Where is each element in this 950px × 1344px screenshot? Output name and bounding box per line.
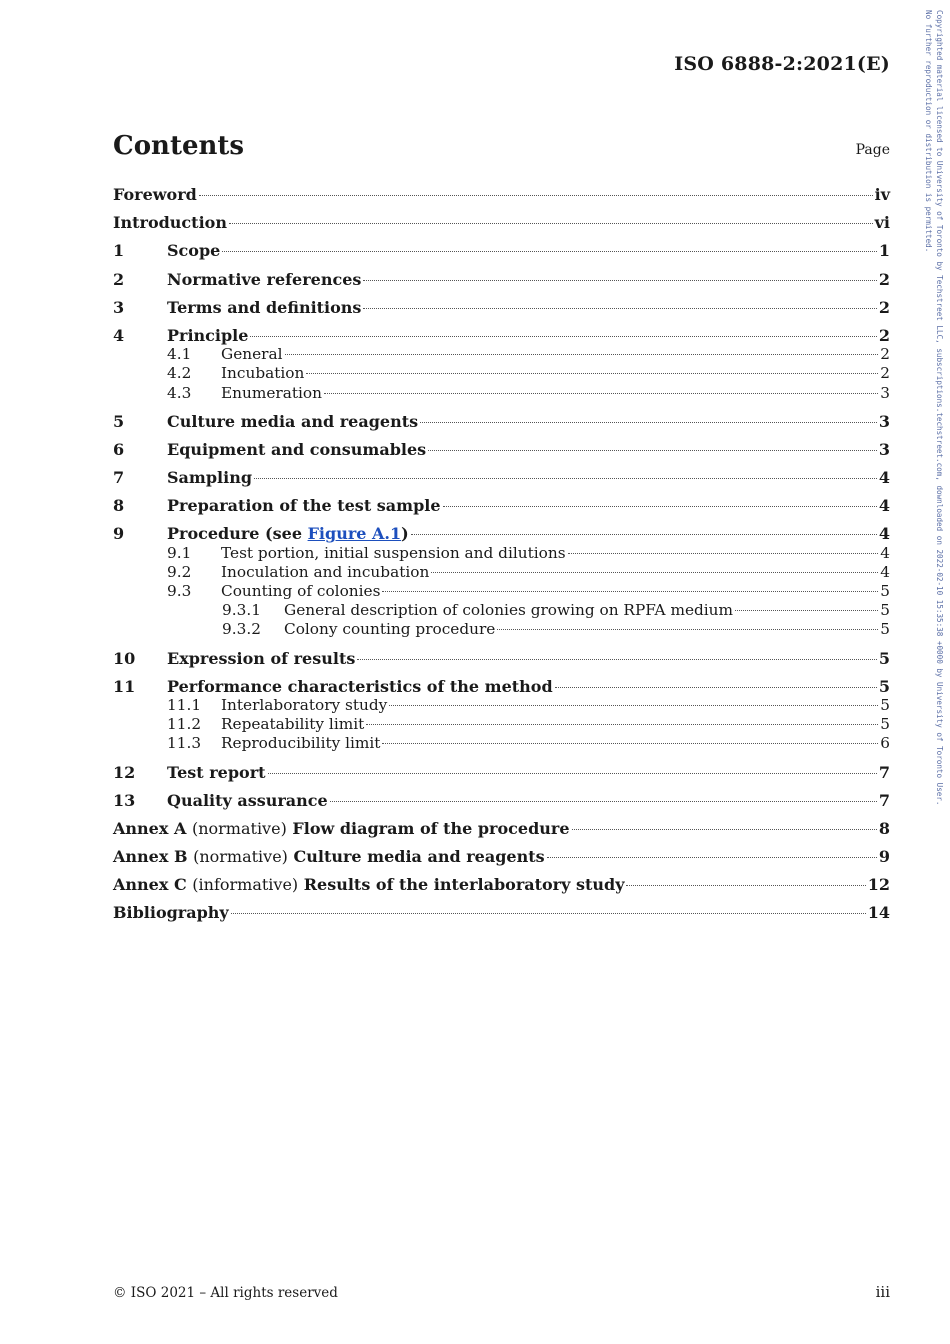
toc-entry-page: 4 xyxy=(878,496,890,516)
dot-leader xyxy=(363,280,876,281)
toc-entry-title-text: Performance characteristics of the method xyxy=(167,676,553,696)
toc-entry-title-text: Expression of results xyxy=(167,648,356,668)
toc-entry-page: 14 xyxy=(867,903,890,923)
toc-entry-title xyxy=(167,440,426,459)
toc-entry-page: 9 xyxy=(878,847,890,867)
copyright-watermark xyxy=(923,10,945,806)
toc-entry-title xyxy=(221,345,283,364)
toc-entry-title xyxy=(167,496,441,515)
toc-entry-number: 13 xyxy=(113,790,136,810)
annex-title: Flow diagram of the procedure xyxy=(292,818,570,838)
toc-entry-title-text: Equipment and consumables xyxy=(167,439,427,459)
toc-entry-page: 12 xyxy=(867,875,890,895)
dot-leader xyxy=(306,373,878,374)
toc-entry-number: 4.2 xyxy=(167,364,192,383)
toc-entry-number: 6 xyxy=(113,439,125,459)
toc-entry-title-text: Principle xyxy=(167,325,249,345)
toc-entry-page: 3 xyxy=(878,439,890,459)
dot-leader xyxy=(431,572,878,573)
dot-leader xyxy=(428,450,877,451)
toc-entry-title xyxy=(221,563,429,582)
toc-entry-page: 5 xyxy=(880,695,890,714)
toc-entry-page: 4 xyxy=(878,468,890,488)
toc-entry-page: 8 xyxy=(878,818,890,838)
toc-entry-page: 5 xyxy=(880,582,890,600)
toc-entry-title xyxy=(167,241,220,260)
toc-entry-number: 12 xyxy=(113,762,136,782)
dot-leader xyxy=(443,506,877,507)
dot-leader xyxy=(268,773,877,774)
annex-label: Annex C xyxy=(113,875,187,895)
dot-leader xyxy=(389,705,878,706)
toc-entry-title xyxy=(113,819,570,838)
toc-entry-title xyxy=(167,298,361,317)
dot-leader xyxy=(572,829,877,830)
toc-entry-number: 2 xyxy=(113,269,125,289)
toc-entry-page: 7 xyxy=(878,762,890,782)
toc-entry-page: 5 xyxy=(880,620,890,639)
toc-entry[interactable] xyxy=(113,582,890,601)
dot-leader xyxy=(382,591,878,592)
toc-entry-title-text: Test portion, initial suspension and dilutions xyxy=(221,543,566,562)
toc-entry-page: iv xyxy=(874,185,890,204)
toc-entry-number: 9.3.2 xyxy=(222,620,261,639)
toc-entry[interactable] xyxy=(113,412,890,431)
toc-entry-title-text: Reproducibility limit xyxy=(221,734,381,753)
toc-entry[interactable] xyxy=(113,563,890,582)
toc-entry-title-text: Procedure (see xyxy=(167,524,308,544)
toc-entry-number: 11.3 xyxy=(167,734,202,753)
toc-entry[interactable] xyxy=(113,847,890,866)
toc-entry[interactable] xyxy=(113,213,890,232)
toc-entry-title xyxy=(284,601,733,620)
toc-entry-page: 1 xyxy=(878,241,890,261)
toc-entry-title xyxy=(167,791,328,810)
toc-entry-page: 5 xyxy=(878,676,890,696)
toc-entry-title xyxy=(221,696,387,715)
toc-entry-number: 11 xyxy=(113,676,136,696)
toc-entry-title xyxy=(167,468,252,487)
toc-entry[interactable] xyxy=(113,696,890,715)
toc-entry-title-text: Terms and definitions xyxy=(167,297,362,317)
dot-leader xyxy=(420,422,877,423)
toc-entry[interactable] xyxy=(113,468,890,487)
toc-entry-page: 2 xyxy=(878,269,890,289)
toc-entry-number: 11.1 xyxy=(167,695,202,714)
toc-entry-title-text: Test report xyxy=(167,762,266,782)
toc-entry-title xyxy=(221,384,322,403)
toc-entry[interactable] xyxy=(113,270,890,289)
toc-entry-page: 6 xyxy=(880,734,890,753)
toc-entry-number: 8 xyxy=(113,496,125,516)
dot-leader xyxy=(199,195,873,196)
toc-entry-title xyxy=(221,364,304,383)
toc-entry-number: 11.2 xyxy=(167,715,202,734)
toc-entry-number: 9.1 xyxy=(167,543,192,562)
dot-leader xyxy=(357,659,877,660)
footer-page-number: iii xyxy=(875,1283,890,1301)
toc-entry[interactable] xyxy=(113,601,890,620)
toc-entry-title xyxy=(167,677,553,696)
toc-entry-page: 2 xyxy=(878,297,890,317)
contents-heading: Contents xyxy=(113,131,245,161)
watermark-line-1: Copyrighted material licensed to University of Toronto by Techstreet LLC, subscriptions.techstreet.com, downloaded on 2022-02-10 15:35:38 +0000 by University of Toronto User. xyxy=(935,10,944,806)
dot-leader xyxy=(231,913,866,914)
toc-entry[interactable] xyxy=(113,496,890,515)
dot-leader xyxy=(229,223,873,224)
dot-leader xyxy=(366,724,878,725)
annex-title: Culture media and reagents xyxy=(293,847,545,867)
toc-entry[interactable] xyxy=(113,241,890,260)
dot-leader xyxy=(285,354,879,355)
toc-entry-page: 3 xyxy=(880,383,890,402)
dot-leader xyxy=(555,687,877,688)
toc-entry[interactable] xyxy=(113,734,890,753)
toc-entry-page: 2 xyxy=(878,325,890,345)
toc-entry[interactable] xyxy=(113,677,890,696)
toc-entry-title xyxy=(167,270,361,289)
dot-leader xyxy=(626,885,865,886)
toc-entry-title-text: General xyxy=(221,345,283,364)
toc-entry-title-text: Foreword xyxy=(113,185,197,204)
toc-entry-title xyxy=(167,649,355,668)
table-of-contents xyxy=(113,185,890,923)
toc-entry-title xyxy=(113,185,197,204)
toc-entry[interactable] xyxy=(113,364,890,383)
toc-entry[interactable] xyxy=(113,791,890,810)
toc-entry[interactable] xyxy=(113,185,890,204)
dot-leader xyxy=(547,857,877,858)
toc-entry-title xyxy=(221,544,566,563)
dot-leader xyxy=(411,534,877,535)
toc-entry[interactable] xyxy=(113,440,890,459)
toc-entry-number: 5 xyxy=(113,411,125,431)
toc-entry-title-text: Scope xyxy=(167,241,221,261)
toc-entry[interactable] xyxy=(113,763,890,782)
toc-entry-title-text: Normative references xyxy=(167,269,362,289)
toc-entry[interactable] xyxy=(113,298,890,317)
toc-entry-number: 9.3.1 xyxy=(222,601,261,620)
toc-entry-title xyxy=(167,412,418,431)
toc-entry-number: 4 xyxy=(113,325,125,345)
toc-entry-page: 4 xyxy=(878,524,890,544)
toc-entry[interactable] xyxy=(113,384,890,403)
dot-leader xyxy=(330,801,877,802)
toc-entry-page: 3 xyxy=(878,411,890,431)
toc-entry-number: 4.3 xyxy=(167,383,192,402)
watermark-line-2: No further reproduction or distribution is permitted. xyxy=(924,10,933,253)
toc-entry-title xyxy=(113,847,545,866)
dot-leader xyxy=(250,336,876,337)
toc-entry-number: 9.3 xyxy=(167,582,192,600)
dot-leader xyxy=(222,251,877,252)
toc-entry-title xyxy=(113,213,227,232)
dot-leader xyxy=(382,743,878,744)
toc-entry-page: 5 xyxy=(878,648,890,668)
toc-entry-page: 2 xyxy=(880,364,890,383)
toc-entry-title xyxy=(113,903,229,922)
annex-kind: (informative) xyxy=(192,875,299,895)
toc-entry[interactable] xyxy=(113,620,890,639)
toc-entry[interactable] xyxy=(113,345,890,364)
annex-kind: (normative) xyxy=(193,847,288,867)
toc-entry-page: vi xyxy=(874,213,890,233)
toc-entry[interactable] xyxy=(113,903,890,922)
toc-entry-page: 5 xyxy=(880,601,890,620)
toc-entry-title xyxy=(221,582,380,601)
toc-entry-title-text: Quality assurance xyxy=(167,790,328,810)
dot-leader xyxy=(497,629,878,630)
toc-entry-title xyxy=(167,524,409,543)
toc-entry-number: 4.1 xyxy=(167,345,192,364)
toc-entry-title-text: Repeatability limit xyxy=(221,715,365,734)
toc-entry-title-text: Bibliography xyxy=(113,903,229,923)
toc-entry-title-text: Preparation of the test sample xyxy=(167,496,441,516)
toc-entry-title-text: Colony counting procedure xyxy=(284,620,496,639)
toc-entry-title xyxy=(284,620,495,639)
toc-entry-number: 7 xyxy=(113,468,125,488)
toc-entry[interactable] xyxy=(113,715,890,734)
toc-entry[interactable] xyxy=(113,544,890,563)
dot-leader xyxy=(735,610,878,611)
toc-entry-title xyxy=(113,875,624,894)
toc-entry[interactable] xyxy=(113,326,890,345)
toc-entry-title-text: Introduction xyxy=(113,213,227,233)
annex-kind: (normative) xyxy=(191,818,287,838)
toc-entry-number: 10 xyxy=(113,648,136,668)
toc-entry-page: 2 xyxy=(880,345,890,364)
toc-entry-title xyxy=(167,763,266,782)
toc-entry-page: 4 xyxy=(880,562,890,581)
page-column-label: Page xyxy=(855,142,890,158)
footer-copyright: © ISO 2021 – All rights reserved xyxy=(113,1285,338,1301)
toc-entry-title xyxy=(221,715,364,734)
annex-label: Annex B xyxy=(113,847,188,867)
toc-entry-title xyxy=(167,326,248,345)
dot-leader xyxy=(363,308,876,309)
annex-title: Results of the interlaboratory study xyxy=(303,875,625,895)
toc-entry-title xyxy=(221,734,380,753)
toc-entry-title-text: Enumeration xyxy=(221,383,322,402)
dot-leader xyxy=(254,478,877,479)
toc-entry-number: 9 xyxy=(113,524,125,544)
toc-entry-title-text: Incubation xyxy=(221,364,305,383)
toc-entry[interactable] xyxy=(113,649,890,668)
toc-entry-number: 9.2 xyxy=(167,562,192,581)
toc-entry[interactable] xyxy=(113,524,890,543)
toc-entry-title-text: Interlaboratory study xyxy=(221,695,388,714)
toc-entry-title-text: Sampling xyxy=(167,468,253,488)
figure-link[interactable]: Figure A.1 xyxy=(307,524,402,544)
toc-entry-page: 5 xyxy=(880,715,890,734)
toc-entry-title-text: Inoculation and incubation xyxy=(221,562,430,581)
toc-entry-title-suffix: ) xyxy=(401,524,409,544)
toc-entry-number: 3 xyxy=(113,297,125,317)
toc-entry-title-text: General description of colonies growing on RPFA medium xyxy=(284,601,734,620)
dot-leader xyxy=(568,553,879,554)
toc-entry-title-text: Culture media and reagents xyxy=(167,411,419,431)
toc-entry[interactable] xyxy=(113,819,890,838)
document-id: ISO 6888-2:2021(E) xyxy=(674,53,890,75)
annex-label: Annex A xyxy=(113,818,187,838)
toc-entry[interactable] xyxy=(113,875,890,894)
toc-entry-number: 1 xyxy=(113,241,125,261)
dot-leader xyxy=(324,393,878,394)
toc-entry-title-text: Counting of colonies xyxy=(221,582,381,600)
toc-entry-page: 4 xyxy=(880,543,890,562)
toc-entry-page: 7 xyxy=(878,790,890,810)
